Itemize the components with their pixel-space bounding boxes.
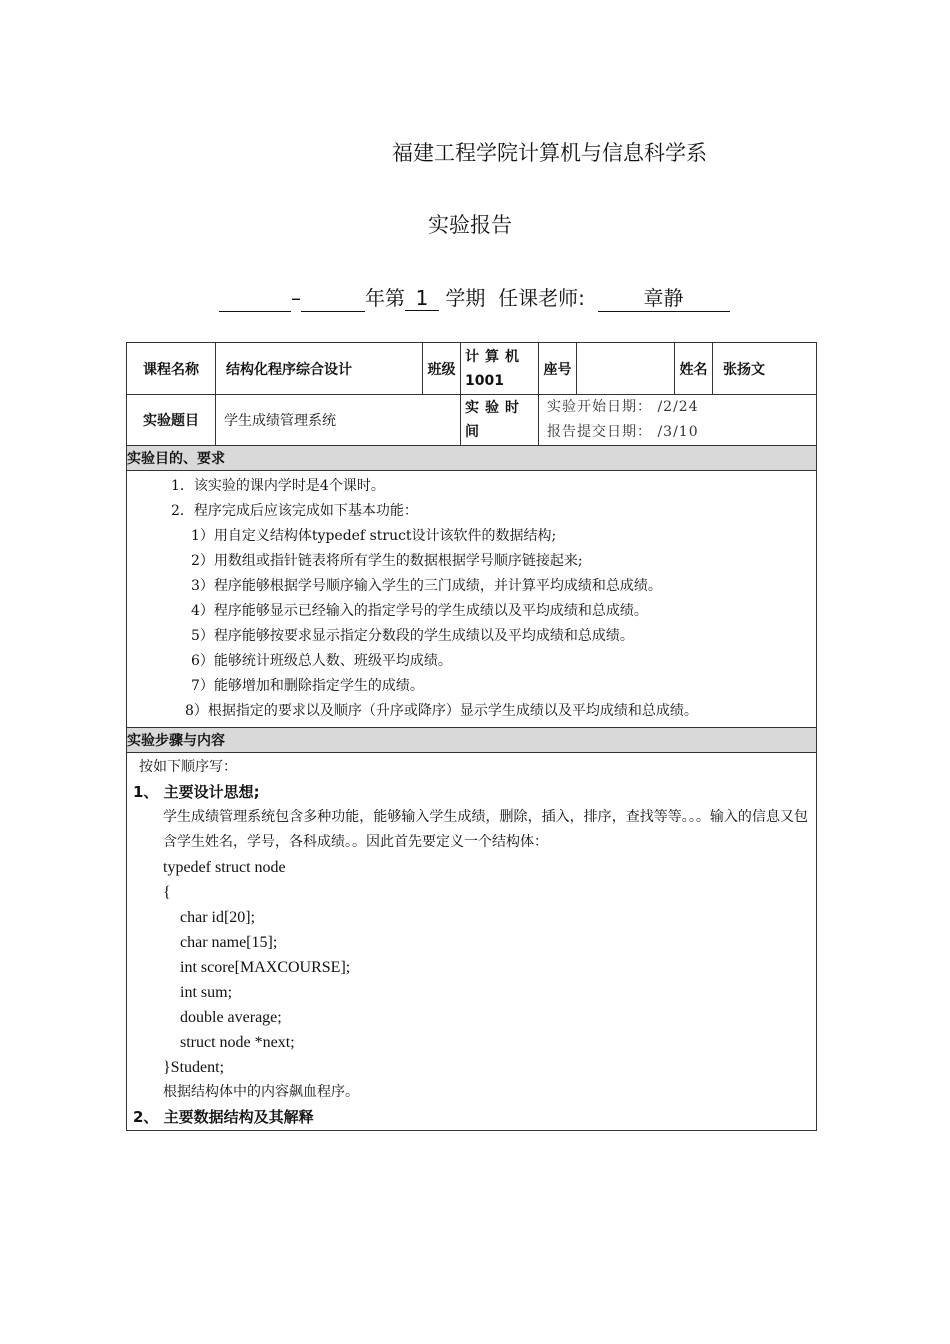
code-line: int sum; <box>180 984 233 1001</box>
section-1-text: 学生成绩管理系统包含多种功能，能够输入学生成绩，删除，插入，排序，查找等等。。。输入的信息又包含学生姓名，学号，各科成绩。。因此首先要定义一个结构体： <box>163 809 808 850</box>
semester-number[interactable]: 1 <box>405 286 439 311</box>
name-label: 姓名 <box>675 343 713 395</box>
institution-title: 福建工程学院计算机与信息科学系 <box>392 141 707 165</box>
dates-cell <box>539 395 817 446</box>
course-value: 结构化程序综合设计 <box>216 343 423 395</box>
steps-intro: 按如下顺序写： <box>139 759 237 775</box>
steps-heading: 实验步骤与内容 <box>127 728 817 753</box>
objective-item: 3）程序能够根据学号顺序输入学生的三门成绩，并计算平均成绩和总成绩。 <box>191 578 662 594</box>
info-row-1 <box>127 343 817 395</box>
course-label: 课程名称 <box>127 343 216 395</box>
submit-date: 报告提交日期： /3/10 <box>547 424 699 440</box>
code-line: typedef struct node <box>163 859 286 876</box>
class-value-line1: 计算机 <box>465 348 525 365</box>
class-value-line2: 1001 <box>465 372 504 389</box>
code-line: }Student; <box>163 1059 225 1076</box>
report-title: 实验报告 <box>428 213 512 237</box>
steps-content-row <box>127 753 817 1131</box>
report-table <box>126 342 817 1131</box>
year-start-blank[interactable] <box>219 289 291 312</box>
objective-item: 6）能够统计班级总人数、班级平均成绩。 <box>191 653 452 669</box>
teacher-label: 任课老师: <box>498 286 585 310</box>
objective-item: 7）能够增加和删除指定学生的成绩。 <box>191 678 424 694</box>
objectives-heading: 实验目的、要求 <box>127 446 817 471</box>
objective-item: 1）用自定义结构体typedef struct设计该软件的数据结构; <box>191 528 557 544</box>
time-label-line1: 实验时 <box>465 400 525 416</box>
code-line: double average; <box>180 1009 282 1026</box>
seat-value <box>577 343 675 395</box>
year-label: 年第 <box>365 286 405 310</box>
info-row-2 <box>127 395 817 446</box>
objective-item: 8）根据指定的要求以及顺序（升序或降序）显示学生成绩以及平均成绩和总成绩。 <box>185 703 698 719</box>
steps-content <box>127 753 817 1131</box>
section-2-title: 2、 主要数据结构及其解释 <box>133 1108 314 1126</box>
start-date: 实验开始日期： /2/24 <box>547 399 699 415</box>
objectives-header-row <box>127 446 817 471</box>
steps-header-row <box>127 728 817 753</box>
class-label: 班级 <box>423 343 461 395</box>
section-1-title: 1、 主要设计思想; <box>133 783 260 801</box>
code-line: char name[15]; <box>180 934 278 951</box>
after-code-text: 根据结构体中的内容飙血程序。 <box>163 1084 359 1100</box>
objective-item: 2）用数组或指针链表将所有学生的数据根据学号顺序链接起来; <box>191 553 583 569</box>
objectives-content-row <box>127 471 817 728</box>
code-line: { <box>163 884 171 901</box>
topic-value: 学生成绩管理系统 <box>216 395 461 446</box>
semester-label: 学期 <box>445 286 486 310</box>
objective-item: 2．程序完成后应该完成如下基本功能： <box>171 503 418 519</box>
code-line: struct node *next; <box>180 1034 295 1051</box>
objective-item: 1．该实验的课内学时是4个课时。 <box>171 478 385 494</box>
year-dash: – <box>291 286 301 310</box>
code-line: int score[MAXCOURSE]; <box>180 959 351 976</box>
semester-line <box>219 282 730 312</box>
time-label-line2: 间 <box>465 424 479 440</box>
code-line: char id[20]; <box>180 909 256 926</box>
topic-label: 实验题目 <box>127 395 216 446</box>
time-label <box>461 395 539 446</box>
objective-item: 4）程序能够显示已经输入的指定学号的学生成绩以及平均成绩和总成绩。 <box>191 603 648 619</box>
year-end-blank[interactable] <box>301 289 365 312</box>
class-value <box>461 343 539 395</box>
name-value: 张扬文 <box>713 343 817 395</box>
seat-label: 座号 <box>539 343 577 395</box>
objectives-content <box>127 471 817 728</box>
objective-item: 5）程序能够按要求显示指定分数段的学生成绩以及平均成绩和总成绩。 <box>191 628 634 644</box>
teacher-name[interactable]: 章静 <box>598 282 730 312</box>
